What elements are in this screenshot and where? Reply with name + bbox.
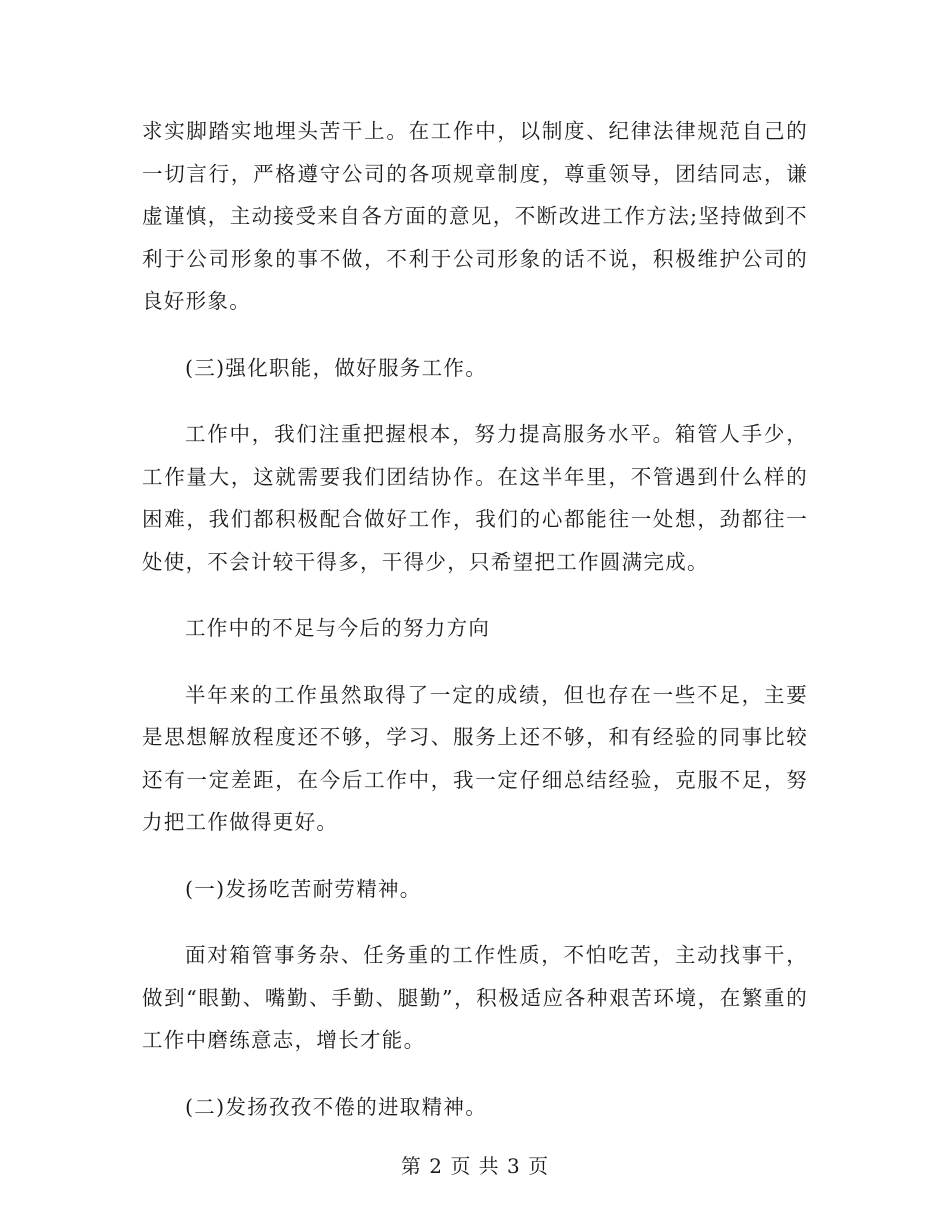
paragraph-3: 半年来的工作虽然取得了一定的成绩，但也存在一些不足，主要是思想解放程度还不够，学习、服务上还不够，和有经验的同事比较还有一定差距，在今后工作中，我一定仔细总结经验，克服不足，努力把工作做得更好。 bbox=[142, 682, 808, 834]
paragraph-1: 求实脚踏实地埋头苦干上。在工作中，以制度、纪律法律规范自己的一切言行，严格遵守公司的各项规章制度，尊重领导，团结同志，谦虚谨慎，主动接受来自各方面的意见，不断改进工作方法;坚持做到不利于公司形象的事不做，不利于公司形象的话不说，积极维护公司的良好形象。 bbox=[142, 119, 808, 313]
document-body bbox=[142, 110, 808, 1128]
paragraph-2: 工作中，我们注重把握根本，努力提高服务水平。箱管人手少，工作量大，这就需要我们团结协作。在这半年里，不管遇到什么样的困难，我们都积极配合做好工作，我们的心都能往一处想，劲都往一处使，不会计较干得多，干得少，只希望把工作圆满完成。 bbox=[142, 422, 808, 574]
section-heading-1: (一)发扬吃苦耐劳精神。 bbox=[185, 876, 422, 901]
section-heading-2: (二)发扬孜孜不倦的进取精神。 bbox=[185, 1094, 487, 1119]
page-number-footer: 第 2 页 共 3 页 bbox=[400, 1154, 550, 1178]
section-heading-shortcomings: 工作中的不足与今后的努力方向 bbox=[185, 616, 491, 640]
paragraph-4: 面对箱管事务杂、任务重的工作性质，不怕吃苦，主动找事干，做到“眼勤、嘴勤、手勤、腿勤”，积极适应各种艰苦环境，在繁重的工作中磨练意志，增长才能。 bbox=[142, 943, 808, 1052]
section-heading-3: (三)强化职能，做好服务工作。 bbox=[185, 355, 487, 380]
